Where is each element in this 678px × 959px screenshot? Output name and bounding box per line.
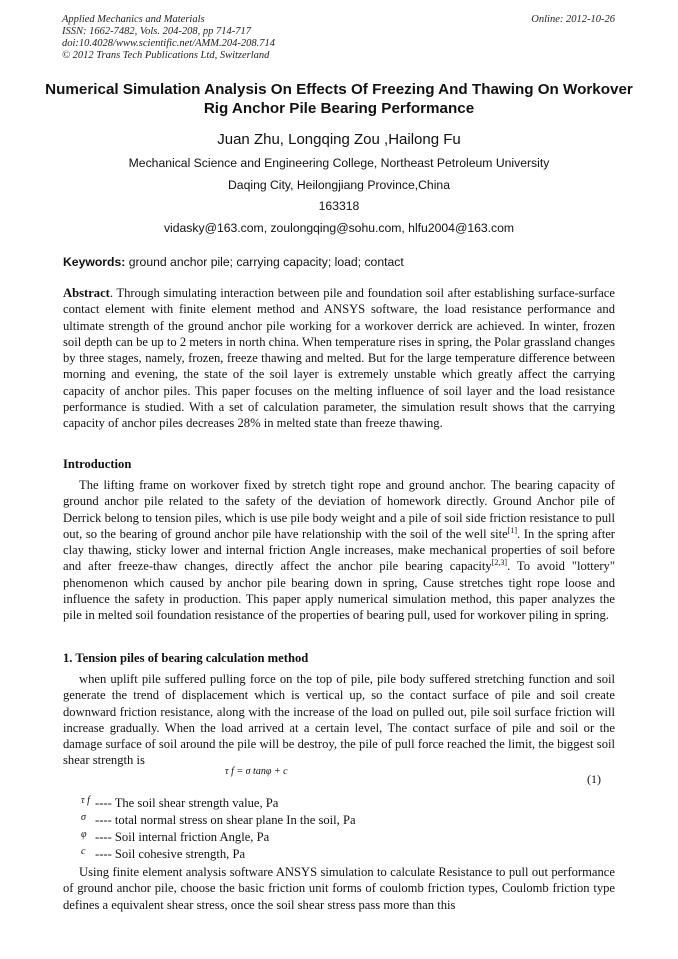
symbol-definition: τ f ---- The soil shear strength value, Pa — [81, 795, 279, 810]
doi-line: doi:10.4028/www.scientific.net/AMM.204-208.714 — [62, 38, 275, 49]
author-list: Juan Zhu, Longqing Zou ,Hailong Fu — [217, 131, 461, 148]
section-1-heading: 1. Tension piles of bearing calculation method — [63, 651, 309, 665]
citation-ref-2-3: [2,3] — [491, 558, 508, 568]
keywords-text: ground anchor pile; carrying capacity; load; contact — [128, 255, 404, 269]
keywords — [63, 255, 404, 269]
journal-name: Applied Mechanics and Materials — [62, 14, 205, 25]
equation-number: (1) — [587, 772, 601, 786]
affiliation-line-2: Daqing City, Heilongjiang Province,China — [228, 178, 450, 192]
author-emails: vidasky@163.com, zoulongqing@sohu.com, hlfu2004@163.com — [163, 221, 515, 235]
affiliation-line-1: Mechanical Science and Engineering College, Northeast Petroleum University — [128, 156, 550, 170]
abstract-label: Abstract — [63, 286, 110, 300]
introduction-heading: Introduction — [63, 457, 132, 471]
symbol-glyph: φ — [81, 829, 87, 840]
introduction-paragraph: The lifting frame on workover fixed by stretch tight rope and ground anchor. The bearing capacity of ground anchor pile related to the safety of the deviation of homework directly. Ground Anchor pile of Derrick belong to tension piles, which is use pile body weight and a pile of soil side friction resistance to pull out, so the bearing of ground anchor pile have relationship with the soil of the well site[1]. In the spring after clay thawing, sticky lower and internal friction Angle increases, make mechanical properties of soil before and after freeze-thaw changes, directly affect the anchor pile bearing capacity[2,3]. To avoid "lottery" phenomenon which caused by anchor pile bearing down in spring, Cause stretches tight rope loose and influence the safety in production. This paper apply numerical simulation method, this paper analyzes the pile in melted soil foundation resistance of the properties of bearing pull, used for workover piling in spring. — [63, 478, 615, 623]
symbol-definition: σ ---- total normal stress on shear plane In the soil, Pa — [81, 812, 356, 827]
abstract-text: . Through simulating interaction between pile and foundation soil after establishing surface-surface contact element with finite element method and ANSYS software, the load resistance performance and ultimate strength of the ground anchor pile working for a workover derrick are achieved. In winter, frozen soil depth can be up to 2 meters in north china. When temperature rises in spring, the Polar grassland changes by three stages, namely, frozen, freeze thawing and melted. But for the large temperature difference between morning and evening, the state of the soil layer is extremely unstable which greatly affect the carrying capacity of anchor piles. This paper focuses on the melting influence of soil layer and the load resistance performance is studied. With a set of calculation parameter, the simulation result shows that the carrying capacity of anchor piles decreases 28% in melted state than freeze thawing. — [63, 286, 615, 431]
abstract — [63, 285, 615, 432]
symbol-glyph: τ f — [81, 795, 90, 806]
online-date: Online: 2012-10-26 — [531, 14, 615, 25]
section-1-paragraph: when uplift pile suffered pulling force on the top of pile, pile body suffered stretching function and soil generate the trend of displacement which is vertical up, so the contact surface of pile and soil create downward friction resistance, along with the increase of the load on pulled out, pile soil surface friction will increase gradually. When the load arrived at a certain level, The contact surface of pile and soil or the damage surface of soil around the pile will be destroy, the pile of pull force reached the limit, the biggest soil shear strength is — [63, 672, 615, 768]
affiliation-postcode: 163318 — [318, 199, 360, 213]
paper-title: Numerical Simulation Analysis On Effects Of Freezing And Thawing On Workover Rig Anchor Pile Bearing Performance — [45, 81, 633, 117]
symbol-glyph: σ — [81, 812, 86, 823]
shear-strength-formula: τ f = σ tanφ + c — [225, 766, 288, 777]
citation-ref-1: [1] — [507, 525, 518, 535]
issn-line: ISSN: 1662-7482, Vols. 204-208, pp 714-717 — [62, 26, 251, 37]
copyright-line: © 2012 Trans Tech Publications Ltd, Switzerland — [62, 50, 270, 61]
symbol-definition: φ ---- Soil internal friction Angle, Pa — [81, 829, 270, 844]
symbol-glyph: c — [81, 846, 86, 857]
section-1-paragraph-2: Using finite element analysis software ANSYS simulation to calculate Resistance to pull out performance of ground anchor pile, choose the basic friction unit forms of coulomb friction types, Coulomb friction type defines a equivalent shear stress, once the soil shear stress pass more than this — [63, 865, 615, 912]
keywords-label: Keywords: — [63, 255, 126, 269]
symbol-definition: c ---- Soil cohesive strength, Pa — [81, 846, 246, 861]
